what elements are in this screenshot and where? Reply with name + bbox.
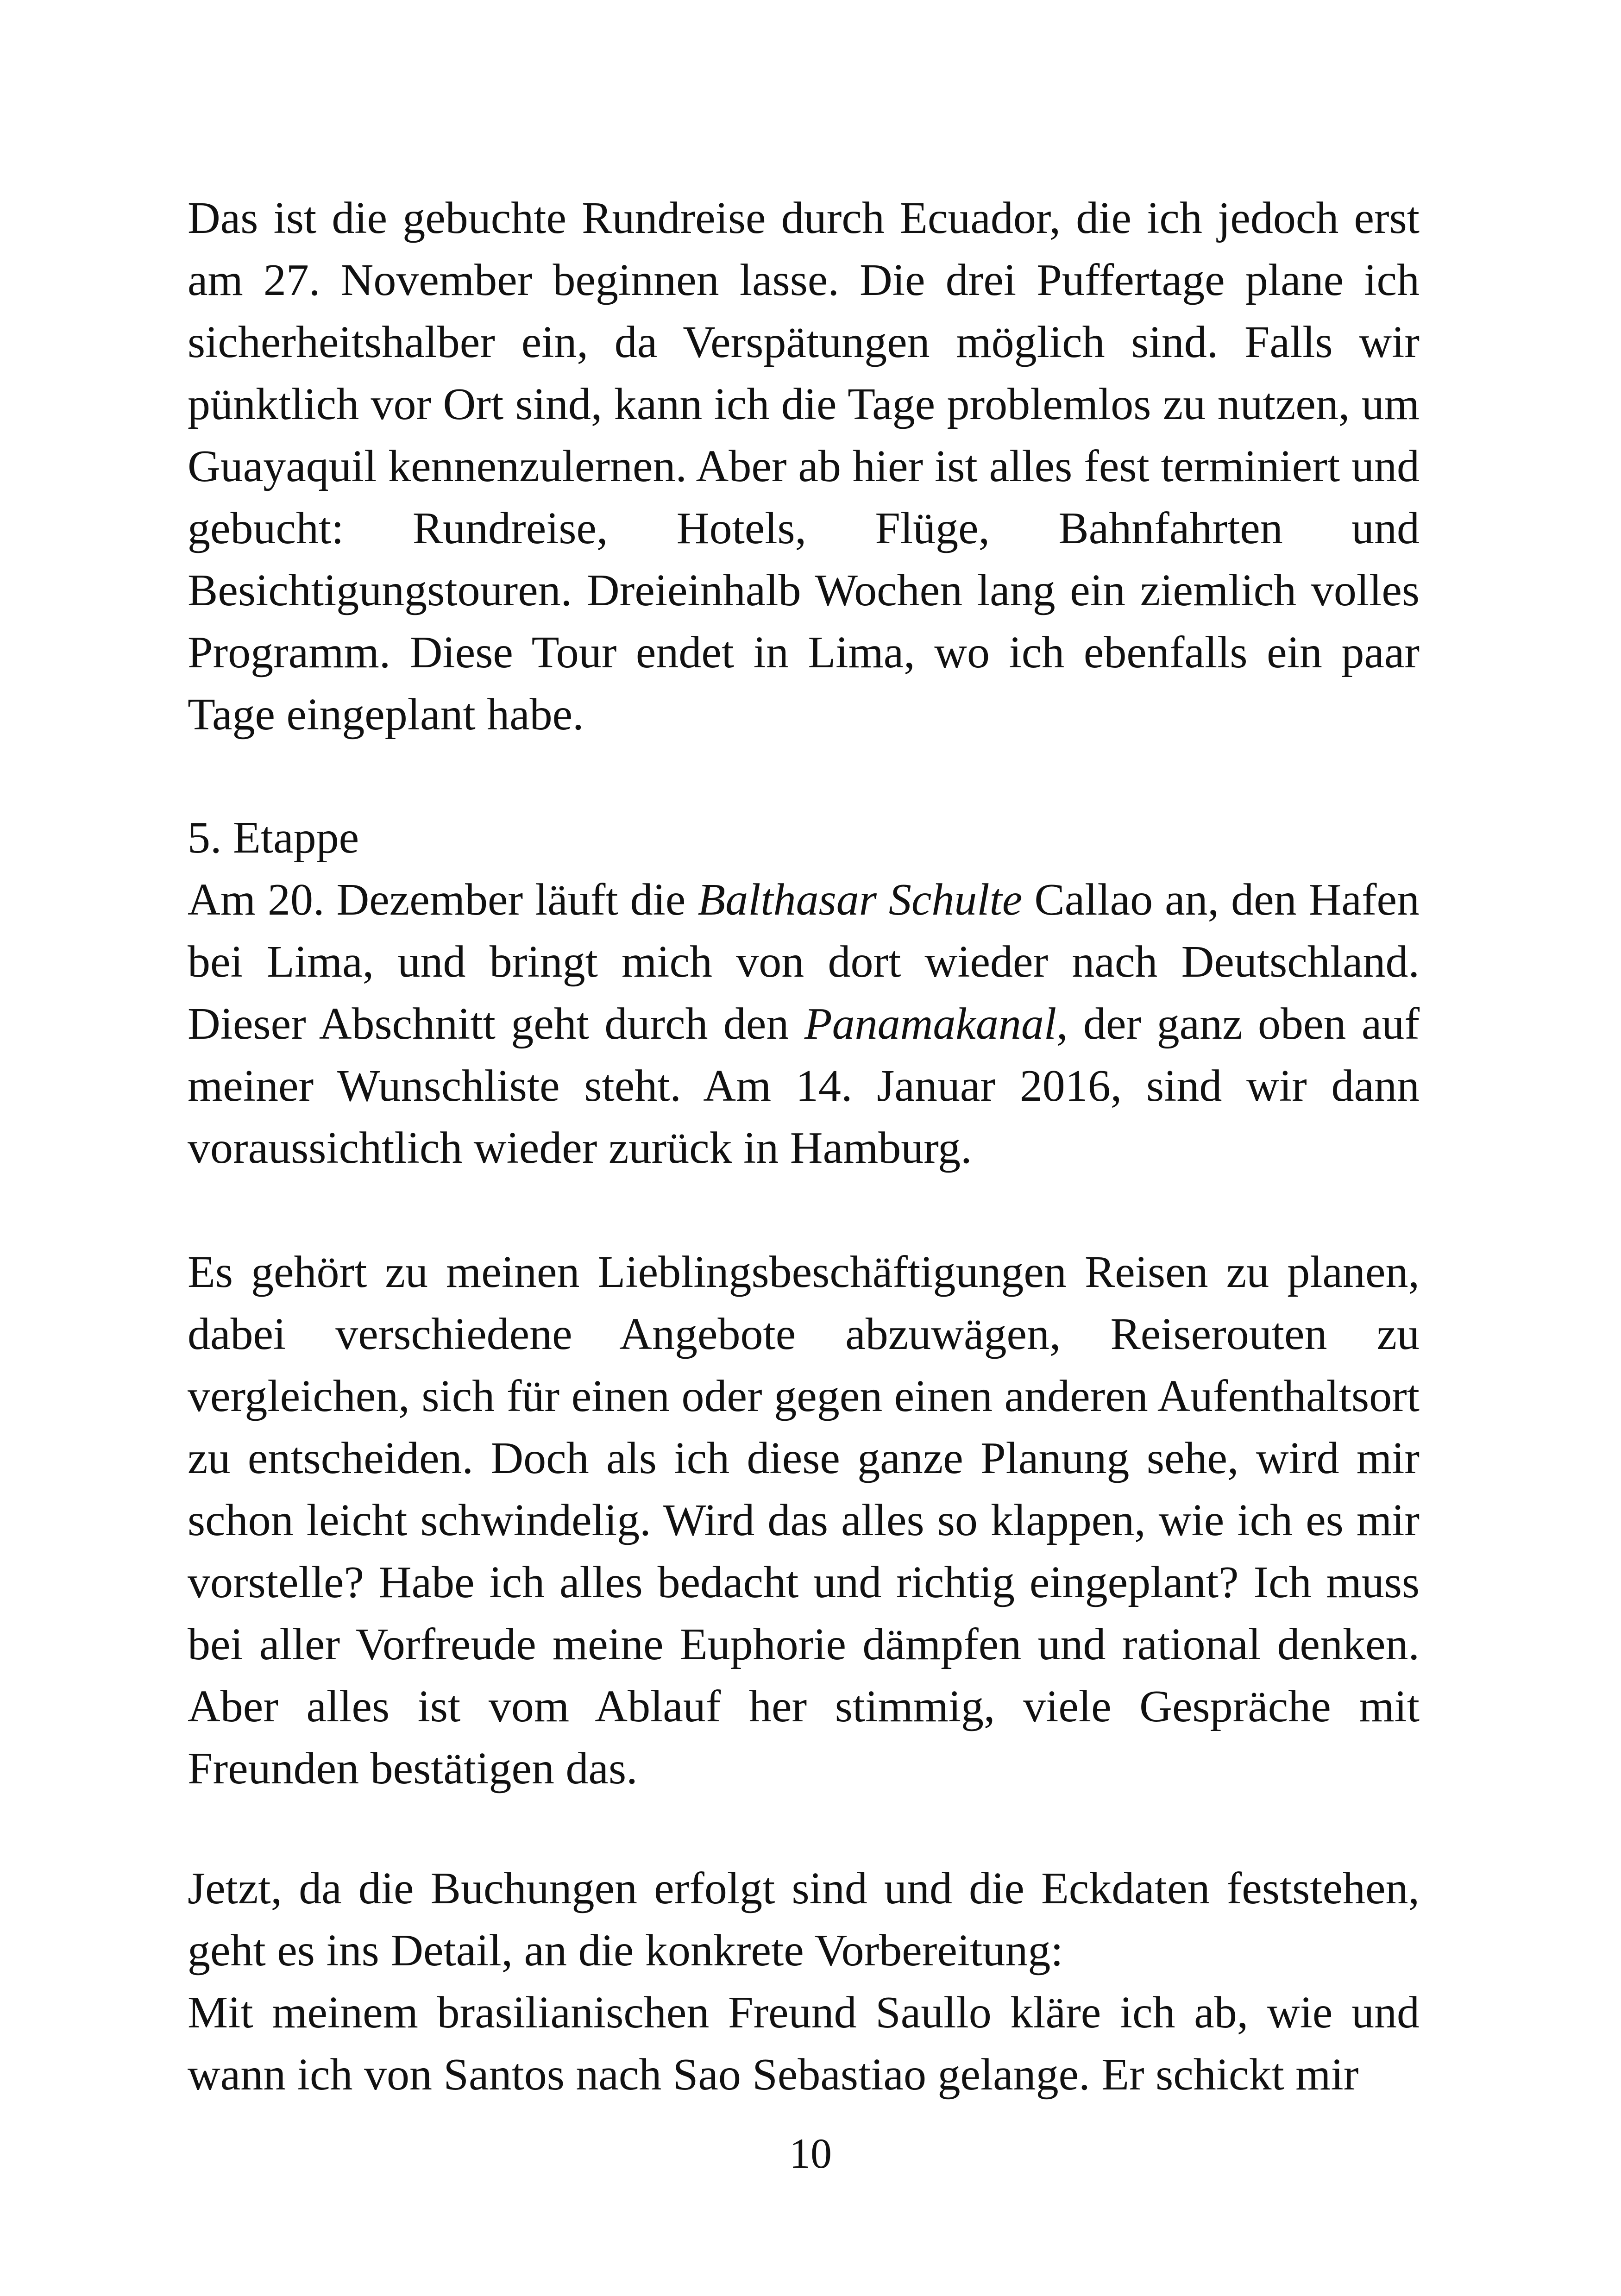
paragraph-return-voyage xyxy=(188,869,1420,1179)
paragraph-bookings-done: Jetzt, da die Buchungen erfolgt sind und die Eckdaten feststehen, geht es ins Detail, an die konkrete Vorbereitung: xyxy=(188,1863,1420,1976)
text-segment: , der ganz oben auf meiner Wunschliste steht. Am 14. Januar 2016, sind wir dann voraussichtlich wieder zurück in Hamburg. xyxy=(188,999,1420,1173)
page-number: 10 xyxy=(789,2130,832,2177)
section-heading-5-etappe: 5. Etappe xyxy=(188,813,359,863)
text-segment: Callao an, den Hafen bei Lima, und bringt mich von dort wieder nach Deutschland. Dieser Abschnitt geht durch den xyxy=(188,875,1420,1049)
text-segment: Am 20. Dezember läuft die xyxy=(188,875,698,925)
paragraph-ecuador-tour: Das ist die gebuchte Rundreise durch Ecuador, die ich jedoch erst am 27. November beginnen lasse. Die drei Puffertage plane ich sicherheitshalber ein, da Verspätungen möglich sind. Falls wir pünktlich vor Ort sind, kann ich die Tage problemlos zu nutzen, um Guayaquil kennenzulernen. Aber ab hier ist alles fest terminiert und gebucht: Rundreise, Hotels, Flüge, Bahnfahrten und Besichtigungstouren. Dreieinhalb Wochen lang ein ziemlich volles Programm. Diese Tour endet in Lima, wo ich ebenfalls ein paar Tage eingeplant habe. xyxy=(188,193,1420,740)
paragraph-friend-saullo: Mit meinem brasilianischen Freund Saullo kläre ich ab, wie und wann ich von Santos nach Sao Sebastiao gelange. Er schickt mir xyxy=(188,1988,1420,2100)
ship-name: Balthasar Schulte xyxy=(697,875,1023,925)
canal-name: Panamakanal xyxy=(804,999,1057,1049)
paragraph-planning-reflection: Es gehört zu meinen Lieblingsbeschäftigungen Reisen zu planen, dabei verschiedene Angebote abzuwägen, Reiserouten zu vergleichen, sich für einen oder gegen einen anderen Aufenthaltsort zu entscheiden. Doch als ich diese ganze Planung sehe, wird mir schon leicht schwindelig. Wird das alles so klappen, wie ich es mir vorstelle? Habe ich alles bedacht und richtig eingeplant? Ich muss bei aller Vorfreude meine Euphorie dämpfen und rational denken. Aber alles ist vom Ablauf her stimmig, viele Gespräche mit Freunden bestätigen das. xyxy=(188,1247,1420,1794)
